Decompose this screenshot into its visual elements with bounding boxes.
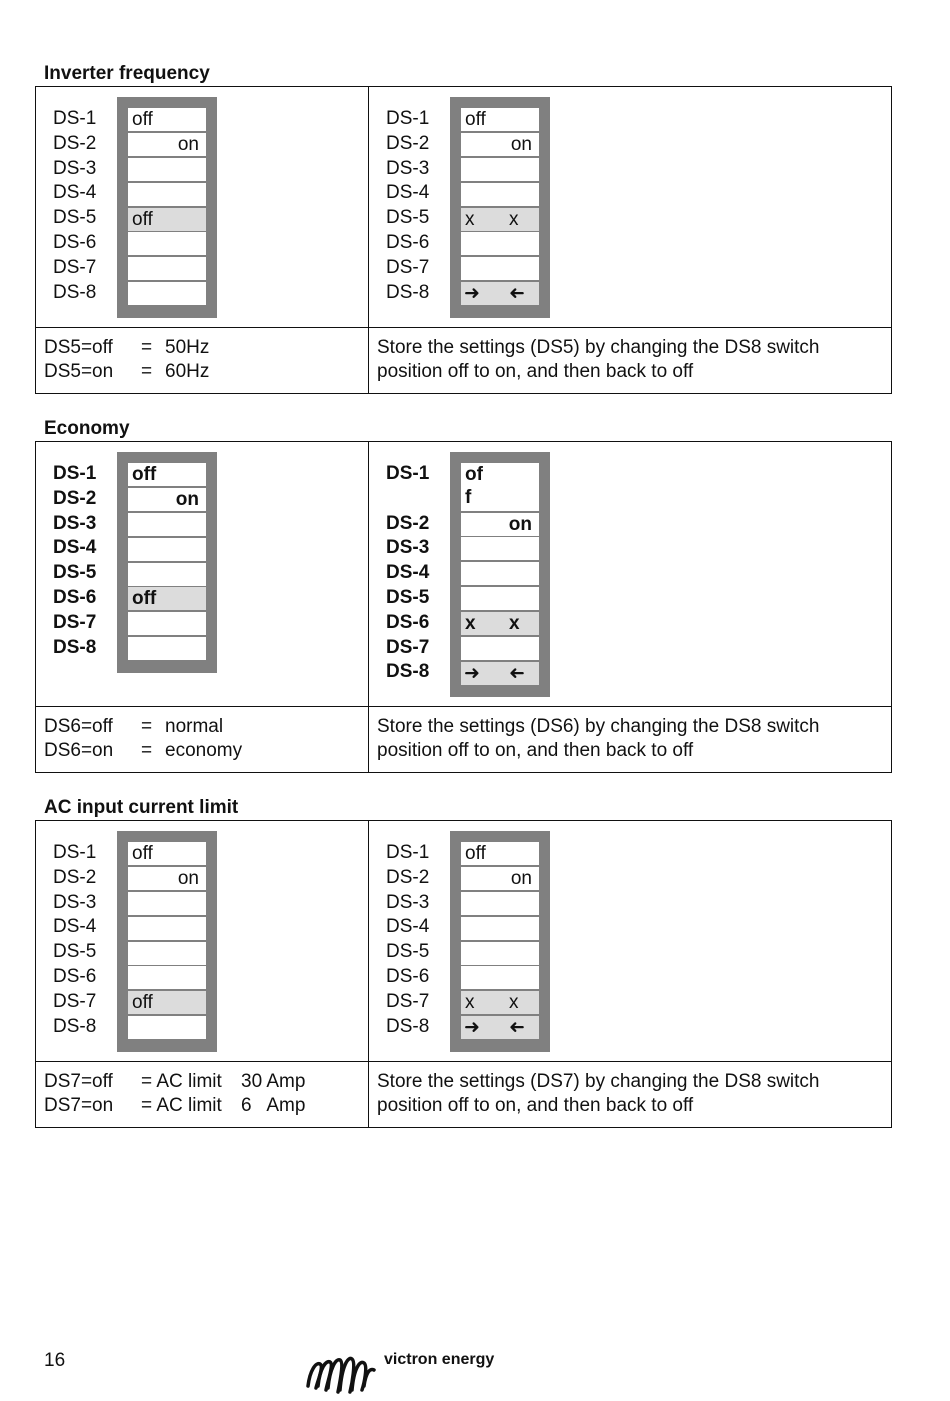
setting-value: 30 Amp [241,1071,306,1092]
row-divider [36,1061,891,1062]
label-ds1: DS-1 [386,108,430,129]
arrow-right-icon: ➜ [464,662,480,684]
label-ds2: DS-2 [386,512,430,534]
column-divider [368,87,369,393]
label-ds5: DS-5 [53,207,97,229]
label-ds4: DS-4 [53,182,97,204]
brand-name: victron energy [384,1351,495,1368]
setting-values [44,336,210,383]
switch-cell-ds2: on [128,133,206,156]
arrow-left-icon: ➜ [509,1017,525,1039]
label-ds6: DS-6 [53,231,97,253]
setting-eq: = AC limit [141,1094,222,1116]
switch-cell-ds6: x x [461,612,539,635]
switch-cell-ds1: off [461,108,539,131]
label-ds8: DS-8 [386,661,430,683]
setting-key: DS7=on [44,1094,114,1116]
switch-cell-ds2: on [461,133,539,156]
switch-labels-right [386,841,429,1039]
switch-cell-ds3 [128,513,206,536]
label-ds8: DS-8 [53,281,97,303]
label-ds2: DS-2 [53,132,97,154]
label-ds1: DS-1 [386,463,430,484]
label-ds6: DS-6 [386,611,430,633]
setting-eq: = [141,716,153,737]
setting-key: DS5=off [44,337,113,358]
label-ds3: DS-3 [53,157,97,179]
label-ds5: DS-5 [386,586,430,608]
setting-eq: = [141,337,153,358]
switch-cell-ds8 [128,282,206,305]
setting-value: economy [165,739,243,761]
label-ds8: DS-8 [53,1015,97,1037]
switch-cell-ds4 [128,183,206,206]
switch-cell-ds2: on [461,867,539,890]
switch-cell-ds1: off [128,108,206,131]
label-ds2: DS-2 [386,132,430,154]
economy-table [35,441,892,773]
switch-cell-ds4 [461,562,539,585]
section-title-economy: Economy [44,418,130,439]
switch-cell-ds2: on [461,513,539,536]
switch-cell-ds8 [128,1016,206,1039]
switch-cell-ds8 [461,662,539,685]
switch-cell-ds4 [461,917,539,940]
setting-eq: = AC limit [141,1071,222,1092]
label-ds4: DS-4 [53,537,97,559]
label-ds4: DS-4 [386,562,430,584]
switch-labels-right [386,462,429,685]
setting-values [44,715,243,762]
dip-switch-block-left [117,831,217,1052]
switch-cell-ds5 [128,563,206,586]
switch-cell-ds1: off [461,842,539,865]
label-ds8: DS-8 [53,636,97,658]
switch-cell-ds5 [461,942,539,965]
label-ds4: DS-4 [53,916,97,938]
column-divider [368,821,369,1127]
switch-cell-ds7 [461,257,539,280]
label-ds7: DS-7 [53,611,97,633]
arrow-right-icon: ➜ [464,1017,480,1039]
label-ds1: DS-1 [53,463,97,484]
setting-value: normal [165,716,224,737]
label-ds6: DS-6 [386,965,430,987]
setting-key: DS6=on [44,739,114,761]
switch-labels-right [386,107,429,305]
switch-cell-ds5 [128,942,206,965]
label-ds3: DS-3 [53,891,97,913]
switch-cell-ds6: off [128,587,206,610]
switch-cell-ds3 [461,892,539,915]
inverter-frequency-table [35,86,892,394]
switch-cell-ds1: of f [461,463,539,511]
dip-switch-block-right [450,831,550,1052]
section-title-ac-input-current-limit: AC input current limit [44,797,239,818]
column-divider [368,442,369,772]
switch-cell-ds5: off [128,208,206,231]
label-ds4: DS-4 [386,182,430,204]
store-instructions: Store the settings (DS7) by changing the DS8 switch position off to on, and then back to off [377,1071,820,1116]
label-ds6: DS-6 [53,965,97,987]
switch-cell-ds7 [461,637,539,660]
label-ds7: DS-7 [386,990,430,1012]
switch-cell-ds2: on [128,867,206,890]
row-divider [36,706,891,707]
page-number: 16 [44,1350,66,1371]
switch-cell-ds6 [461,966,539,989]
label-ds7: DS-7 [53,256,97,278]
switch-cell-ds7 [128,612,206,635]
switch-cell-ds1: off [128,463,206,486]
arrow-left-icon: ➜ [509,283,525,305]
switch-cell-ds6 [128,966,206,989]
switch-cell-ds1: off [128,842,206,865]
dip-switch-block-left [117,452,217,673]
label-ds7: DS-7 [386,636,430,658]
label-ds5: DS-5 [386,941,430,963]
label-ds1-spacer [386,487,429,512]
label-ds3: DS-3 [386,537,430,559]
setting-key: DS5=on [44,360,114,382]
label-ds1: DS-1 [386,842,430,863]
switch-cell-ds3 [461,537,539,560]
victron-spring-logo-icon [304,1350,378,1401]
setting-value: 6 Amp [241,1094,306,1116]
switch-cell-ds6 [128,232,206,255]
setting-eq: = [141,739,153,761]
switch-cell-ds8 [128,637,206,660]
switch-cell-ds5: x x [461,208,539,231]
switch-cell-ds3 [128,892,206,915]
setting-value: 60Hz [165,360,210,382]
label-ds1: DS-1 [53,842,97,863]
section-title-inverter-frequency: Inverter frequency [44,63,210,84]
arrow-right-icon: ➜ [464,283,480,305]
switch-cell-ds3 [128,158,206,181]
label-ds8: DS-8 [386,281,430,303]
label-ds3: DS-3 [53,512,97,534]
setting-value: 50Hz [165,337,210,358]
label-ds8: DS-8 [386,1015,430,1037]
switch-cell-ds6 [461,232,539,255]
ac-input-current-limit-table [35,820,892,1128]
setting-key: DS7=off [44,1071,113,1092]
switch-labels-left [53,462,96,660]
dip-switch-block-left [117,97,217,318]
row-divider [36,327,891,328]
label-ds1: DS-1 [53,108,97,129]
switch-cell-ds5 [461,587,539,610]
switch-cell-ds7 [128,257,206,280]
label-ds2: DS-2 [53,487,97,509]
switch-cell-ds7: off [128,991,206,1014]
label-ds2: DS-2 [53,866,97,888]
dip-switch-block-right [450,452,550,697]
dip-switch-block-right [450,97,550,318]
setting-key: DS6=off [44,716,113,737]
label-ds7: DS-7 [386,256,430,278]
label-ds5: DS-5 [386,207,430,229]
store-instructions: Store the settings (DS6) by changing the DS8 switch position off to on, and then back to off [377,716,820,761]
switch-cell-ds4 [128,917,206,940]
switch-cell-ds4 [128,538,206,561]
setting-values [44,1070,306,1117]
label-ds5: DS-5 [53,562,97,584]
switch-labels-left [53,107,96,305]
switch-labels-left [53,841,96,1039]
arrow-left-icon: ➜ [509,662,525,684]
label-ds7: DS-7 [53,990,97,1012]
label-ds6: DS-6 [386,231,430,253]
label-ds3: DS-3 [386,157,430,179]
switch-cell-ds2: on [128,488,206,511]
store-instructions: Store the settings (DS5) by changing the DS8 switch position off to on, and then back to off [377,337,820,382]
label-ds6: DS-6 [53,586,97,608]
label-ds4: DS-4 [386,916,430,938]
setting-eq: = [141,360,153,382]
label-ds5: DS-5 [53,941,97,963]
switch-cell-ds7: x x [461,991,539,1014]
label-ds2: DS-2 [386,866,430,888]
switch-cell-ds4 [461,183,539,206]
switch-cell-ds8 [461,282,539,305]
switch-cell-ds3 [461,158,539,181]
switch-cell-ds8 [461,1016,539,1039]
label-ds3: DS-3 [386,891,430,913]
